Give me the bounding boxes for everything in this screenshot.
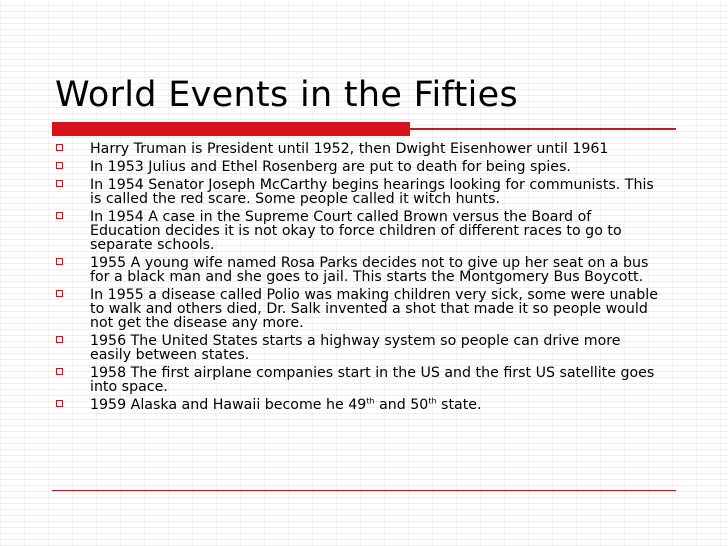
- slide-title: World Events in the Fifties: [55, 75, 518, 115]
- square-bullet-icon: [56, 368, 63, 375]
- bullet-text: 1958 The first airplane companies start in the US and the first US satellite goes into space.: [90, 365, 655, 395]
- bullet-text: In 1953 Julius and Ethel Rosenberg are put to death for being spies.: [90, 159, 571, 175]
- title-accent-bar: [52, 122, 410, 136]
- bullet-item-rosa-parks: [52, 256, 662, 284]
- ordinal-superscript: th: [428, 396, 437, 406]
- square-bullet-icon: [56, 336, 63, 343]
- bullet-text-part: and 50: [374, 397, 429, 413]
- title-accent-rule: [410, 128, 676, 130]
- bullet-item-polio: [52, 288, 662, 330]
- square-bullet-icon: [56, 144, 63, 151]
- footer-rule: [52, 490, 676, 491]
- bullet-text: In 1954 A case in the Supreme Court called Brown versus the Board of Education decides it is not okay to force children of different races to go to separate schools.: [90, 209, 622, 253]
- square-bullet-icon: [56, 258, 63, 265]
- bullet-text: In 1955 a disease called Polio was making children very sick, some were unable to walk and others died, Dr. Salk invented a shot that made it so people would not get the disease any more.: [90, 287, 658, 331]
- bullet-item-brown-v-board: [52, 210, 662, 252]
- bullet-item-alaska-hawaii: [52, 398, 662, 412]
- bullet-item-mccarthy: [52, 178, 662, 206]
- bullet-item-rosenberg: [52, 160, 662, 174]
- bullet-item-airplane-satellite: [52, 366, 662, 394]
- ordinal-superscript: th: [366, 396, 375, 406]
- square-bullet-icon: [56, 212, 63, 219]
- bullet-text: 1956 The United States starts a highway system so people can drive more easily between states.: [90, 333, 621, 363]
- bullet-text-part: 1959 Alaska and Hawaii become he 49: [90, 397, 367, 413]
- square-bullet-icon: [56, 162, 63, 169]
- square-bullet-icon: [56, 180, 63, 187]
- square-bullet-icon: [56, 400, 63, 407]
- bullet-item-highway: [52, 334, 662, 362]
- bullet-text: 1955 A young wife named Rosa Parks decides not to give up her seat on a bus for a black man and she goes to jail. This starts the Montgomery Bus Boycott.: [90, 255, 649, 285]
- bullet-text-part: state.: [436, 397, 482, 413]
- bullet-text: In 1954 Senator Joseph McCarthy begins hearings looking for communists. This is called the red scare. Some people called it witch hunts.: [90, 177, 654, 207]
- bullet-item-truman: [52, 142, 662, 156]
- square-bullet-icon: [56, 290, 63, 297]
- bullet-text: Harry Truman is President until 1952, then Dwight Eisenhower until 1961: [90, 141, 609, 157]
- bullet-list: [52, 142, 662, 416]
